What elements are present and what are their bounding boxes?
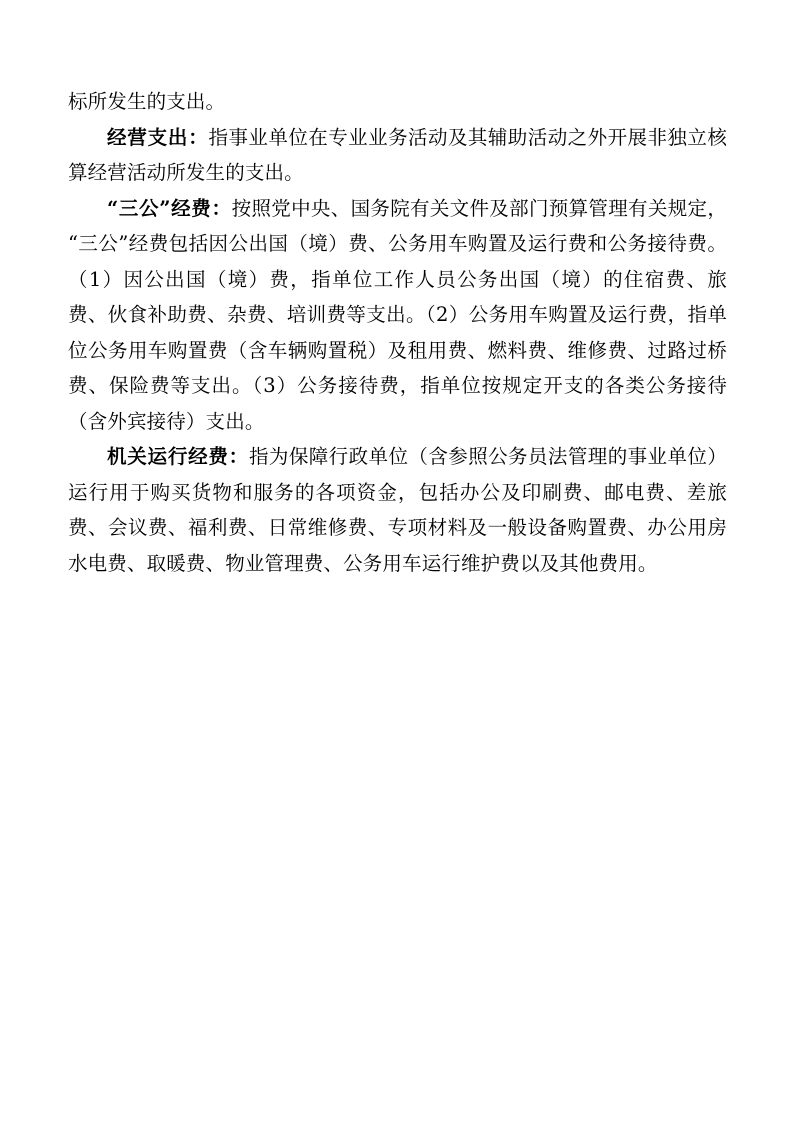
paragraph-lead-label: 经营支出： — [107, 125, 209, 149]
paragraph-continuation — [68, 84, 727, 120]
paragraph-operating-expenditure — [68, 120, 727, 191]
paragraph-text: 按照党中央、国务院有关文件及部门预算管理有关规定，“三公”经费包括因公出国（境）费、公务用车购置及运行费和公务接待费。（1）因公出国（境）费，指单位工作人员公务出国（境）的住宿费、旅费、伙食补助费、杂费、培训费等支出。（2）公务用车购置及运行费，指单位公务用车购置费（含车辆购置税）及租用费、燃料费、维修费、过路过桥费、保险费等支出。（3）公务接待费，指单位按规定开支的各类公务接待（含外宾接待）支出。 — [68, 196, 727, 433]
document-body — [68, 84, 727, 581]
paragraph-agency-operating-funds — [68, 439, 727, 581]
paragraph-lead-label: “三公”经费： — [107, 196, 232, 220]
paragraph-text: 指事业单位在专业业务活动及其辅助活动之外开展非独立核算经营活动所发生的支出。 — [68, 125, 727, 184]
paragraph-text: 标所发生的支出。 — [68, 90, 226, 113]
paragraph-text: 指为保障行政单位（含参照公务员法管理的事业单位）运行用于购买货物和服务的各项资金，包括办公及印刷费、邮电费、差旅费、会议费、福利费、日常维修费、专项材料及一般设备购置费、办公用房水电费、取暖费、物业管理费、公务用车运行维护费以及其他费用。 — [68, 445, 727, 575]
paragraph-lead-label: 机关运行经费： — [107, 445, 249, 468]
paragraph-three-public-funds — [68, 191, 727, 440]
